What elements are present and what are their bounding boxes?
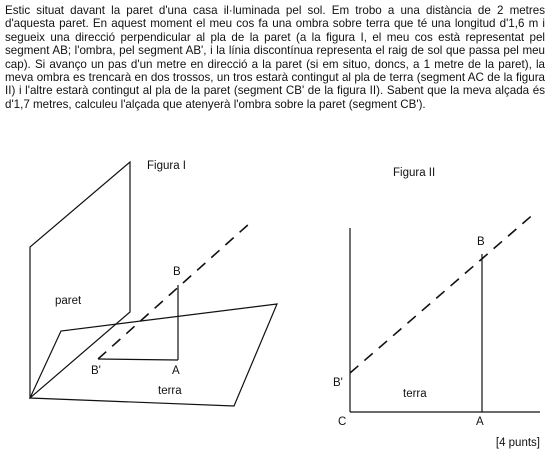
label-a: A <box>476 416 484 428</box>
figure-1-title: Figura I <box>147 160 186 172</box>
label-b: B <box>173 266 181 278</box>
label-b-prime: B' <box>91 365 101 377</box>
label-wall: paret <box>55 295 82 307</box>
label-ground: terra <box>403 388 427 400</box>
label-a: A <box>172 365 180 377</box>
sun-ray <box>350 212 536 373</box>
label-b: B <box>477 236 485 248</box>
problem-statement: Estic situat davant la paret d'una casa il·luminada pel sol. Em trobo a una distància de 2 metres d'aquesta paret. En aquest moment el meu cos fa una ombra sobre terra que té una longitud d'1,6 m i segueix una direcció perpendicular al pla de la paret (a la figura I, el meu cos està representat pel segment AB; l'ombra, pel segment AB', i la línia discontínua representa el raig de sol que passa pel meu cap). Si avanço un pas d'un metre en direcció a la paret (si em situo, doncs, a 1 metre de la paret), la meva ombra es trencarà en dos trossos, un tros estarà contingut al pla de terra (segment AC de la figura II) i l'altre estarà contingut al pla de la paret (segment CB' de la figura II). Sabent que la meva alçada és d'1,7 metres, calculeu l'alçada que atenyerà l'ombra sobre la paret (segment CB'). <box>5 4 545 111</box>
label-b-prime: B' <box>333 377 343 389</box>
label-ground: terra <box>158 385 182 397</box>
figure-2-title: Figura II <box>393 167 436 179</box>
label-c: C <box>338 416 347 428</box>
points-label: [4 punts] <box>495 437 540 449</box>
